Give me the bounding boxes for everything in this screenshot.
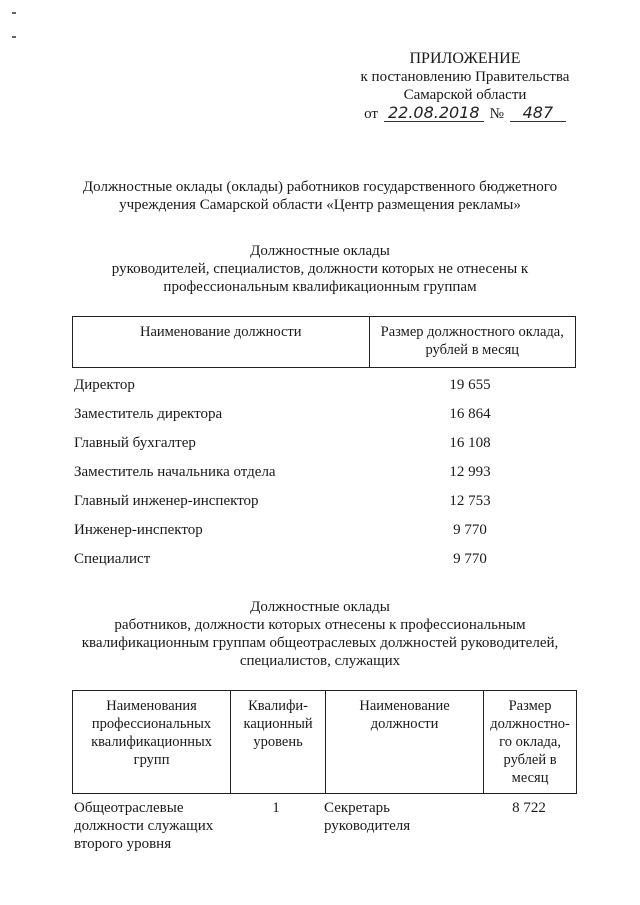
handwritten-date: 22.08.2018 — [384, 104, 484, 122]
section-heading-line: специалистов, служащих — [239, 653, 401, 669]
appendix-line: Самарской области — [403, 87, 527, 103]
position-cell: Специалист — [74, 551, 151, 567]
position-cell: Заместитель начальника отдела — [74, 464, 276, 480]
column-header-level: Квалифи- кационный уровень — [231, 691, 326, 794]
table-row — [74, 516, 574, 545]
position-cell: Инженер-инспектор — [74, 522, 203, 538]
position-cell: Заместитель директора — [74, 406, 223, 422]
appendix-line: к постановлению Правительства — [360, 69, 570, 85]
salary-cell: 16 108 — [449, 435, 491, 451]
position-cell: Главный бухгалтер — [74, 435, 196, 451]
qualification-table-header — [72, 690, 577, 794]
column-header-salary: Размер должностно- го оклада, рублей в месяц — [484, 691, 577, 794]
table-row — [74, 371, 574, 400]
scan-mark — [12, 12, 16, 14]
salary-cell: 8 722 — [512, 800, 546, 816]
salary-cell: 12 993 — [449, 464, 491, 480]
section-heading-line: профессиональным квалификационным группам — [163, 279, 477, 295]
table-row — [74, 400, 574, 429]
scan-mark — [12, 36, 16, 38]
section-heading-line: Должностные оклады — [250, 599, 390, 615]
position-cell: Директор — [74, 377, 135, 393]
salary-table-body — [74, 371, 574, 574]
table-row — [74, 487, 574, 516]
handwritten-number: 487 — [510, 104, 566, 122]
section2-heading — [60, 598, 580, 670]
position-cell: Главный инженер-инспектор — [74, 493, 259, 509]
table-row — [74, 458, 574, 487]
appendix-block — [330, 50, 600, 123]
section-heading-line: работников, должности которых отнесены к профессиональным — [114, 617, 526, 633]
column-header-groups: Наименования профессиональных квалификационных групп — [73, 691, 231, 794]
salary-cell: 9 770 — [453, 522, 487, 538]
table-row — [74, 799, 579, 853]
level-cell: 1 — [272, 800, 280, 816]
salary-cell: 16 864 — [449, 406, 491, 422]
appendix-title: ПРИЛОЖЕНИЕ — [409, 50, 521, 67]
salary-cell: 12 753 — [449, 493, 491, 509]
document-title — [60, 178, 580, 214]
section-heading-line: Должностные оклады — [250, 243, 390, 259]
column-header-position: Наименование должности — [73, 317, 370, 368]
appendix-date-line — [330, 104, 600, 123]
column-header-position: Наименование должности — [326, 691, 484, 794]
position-cell: Секретарь руководителя — [324, 800, 411, 834]
column-header-salary: Размер должностного оклада, рублей в месяц — [369, 317, 576, 368]
document-title-line: учреждения Самарской области «Центр размещения рекламы» — [119, 197, 521, 213]
table-row — [74, 545, 574, 574]
number-sign: № — [489, 106, 504, 122]
group-cell: Общеотраслевые должности служащих второго уровня — [74, 800, 214, 852]
date-prefix: от — [364, 106, 378, 122]
section-heading-line: руководителей, специалистов, должности которых не отнесены к — [111, 261, 529, 277]
table-row — [74, 429, 574, 458]
salary-table-header — [72, 316, 576, 368]
salary-cell: 9 770 — [453, 551, 487, 567]
section1-heading — [60, 242, 580, 296]
document-title-line: Должностные оклады (оклады) работников государственного бюджетного — [82, 179, 558, 195]
salary-cell: 19 655 — [449, 377, 491, 393]
section-heading-line: квалификационным группам общеотраслевых должностей руководителей, — [81, 635, 559, 651]
